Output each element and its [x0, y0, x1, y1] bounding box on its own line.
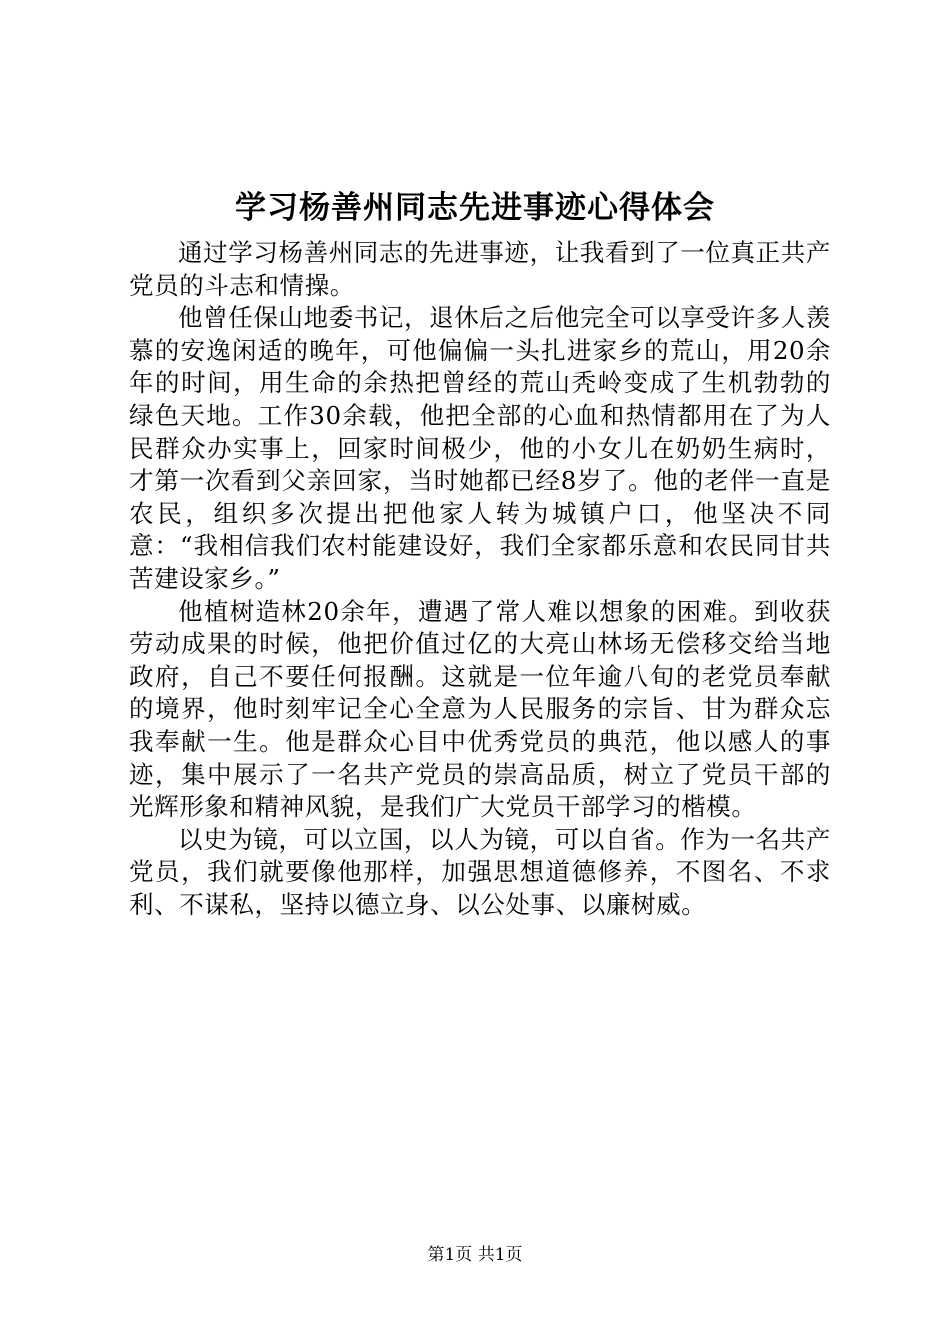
page-footer: 第1页 共1页	[427, 1245, 523, 1265]
paragraph-3: 他植树造林20余年，遭遇了常人难以想象的困难。到收获劳动成果的时候，他把价值过亿的大亮山林场无偿移交给当地政府，自己不要任何报酬。这就是一位年逾八旬的老党员奉献的境界，他时刻牢记全心全意为人民服务的宗旨、甘为群众忘我奉献一生。他是群众心目中优秀党员的典范，他以感人的事迹，集中展示了一名共产党员的崇高品质，树立了党员干部的光辉形象和精神风貌，是我们广大党员干部学习的楷模。	[129, 596, 831, 822]
paragraph-4: 以史为镜，可以立国，以人为镜，可以自省。作为一名共产党员，我们就要像他那样，加强思想道德修养，不图名、不求利、不谋私，坚持以德立身、以公处事、以廉树威。	[129, 824, 831, 919]
document-title: 学习杨善州同志先进事迹心得体会	[235, 190, 715, 226]
paragraph-2: 他曾任保山地委书记，退休后之后他完全可以享受许多人羡慕的安逸闲适的晚年，可他偏偏一头扎进家乡的荒山，用20余年的时间，用生命的余热把曾经的荒山秃岭变成了生机勃勃的绿色天地。工作30余载，他把全部的心血和热情都用在了为人民群众办实事上，回家时间极少，他的小女儿在奶奶生病时，才第一次看到父亲回家，当时她都已经8岁了。他的老伴一直是农民，组织多次提出把他家人转为城镇户口，他坚决不同意：“我相信我们农村能建设好，我们全家都乐意和农民同甘共苦建设家乡。”	[129, 303, 831, 593]
document-body	[129, 237, 831, 921]
paragraph-1: 通过学习杨善州同志的先进事迹，让我看到了一位真正共产党员的斗志和情操。	[129, 238, 831, 300]
